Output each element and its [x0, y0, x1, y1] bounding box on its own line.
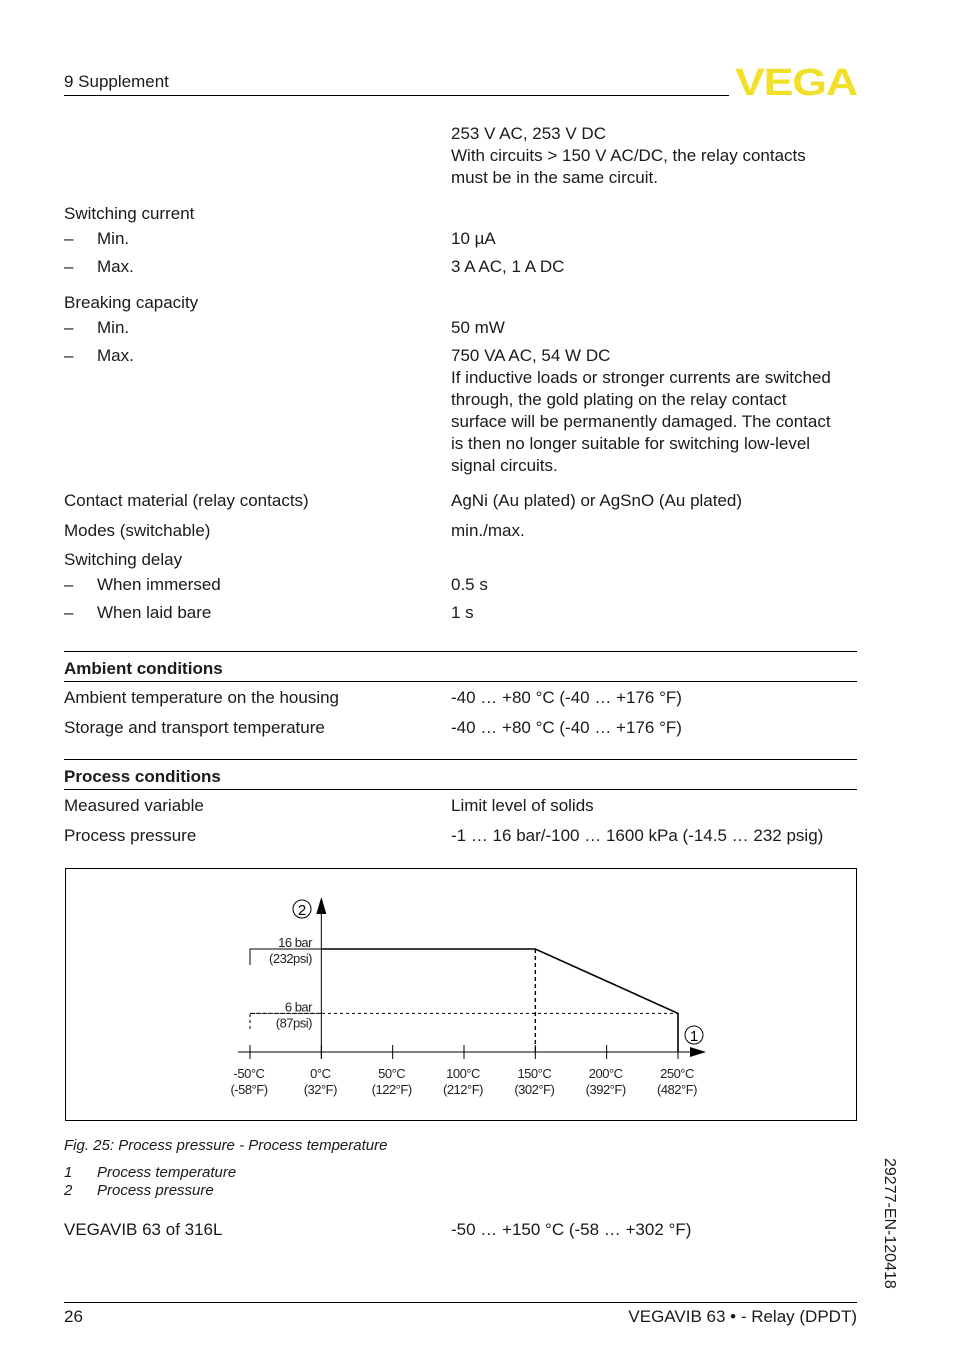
y-tick-label: 6 bar: [284, 999, 312, 1015]
contact-material-value: AgNi (Au plated) or AgSnO (Au plated): [451, 491, 743, 510]
x-tick-label-fahrenheit: (392°F): [585, 1082, 626, 1097]
list-dash: –: [64, 257, 74, 276]
breaking-capacity-max-label: Max.: [97, 346, 134, 365]
voltage-line-1: 253 V AC, 253 V DC: [451, 124, 606, 143]
switching-current-max-value: 3 A AC, 1 A DC: [451, 257, 565, 276]
switching-current-label: Switching current: [64, 204, 195, 223]
material-label: VEGAVIB 63 of 316L: [64, 1220, 223, 1239]
svg-text:VEGA: VEGA: [735, 64, 858, 100]
switching-delay-label: Switching delay: [64, 550, 183, 569]
breaking-capacity-min-value: 50 mW: [451, 318, 505, 337]
legend-text-2: Process pressure: [97, 1182, 214, 1199]
footer-product: VEGAVIB 63 • - Relay (DPDT): [628, 1307, 857, 1326]
list-dash: –: [64, 575, 74, 594]
process-pressure-label: Process pressure: [64, 826, 197, 845]
x-tick-label: 0°C: [310, 1066, 331, 1081]
legend-text-1: Process temperature: [97, 1164, 237, 1181]
material-value: -50 … +150 °C (-58 … +302 °F): [451, 1220, 692, 1239]
x-tick-label: 150°C: [517, 1066, 552, 1081]
when-laid-bare-value: 1 s: [451, 603, 474, 622]
switching-current-min-value: 10 µA: [451, 229, 496, 248]
modes-value: min./max.: [451, 521, 525, 540]
when-immersed-value: 0.5 s: [451, 575, 488, 594]
x-tick-label-fahrenheit: (212°F): [443, 1082, 483, 1097]
list-dash: –: [64, 229, 74, 248]
legend-number-1: 1: [64, 1164, 73, 1181]
x-tick-label-fahrenheit: (482°F): [657, 1082, 697, 1097]
contact-material-label: Contact material (relay contacts): [64, 491, 309, 510]
figure-caption: Fig. 25: Process pressure - Process temperature: [64, 1137, 388, 1154]
x-tick-label-fahrenheit: (122°F): [371, 1082, 412, 1097]
breaking-capacity-label: Breaking capacity: [64, 293, 199, 312]
measured-variable-value: Limit level of solids: [451, 796, 594, 815]
process-conditions-heading: Process conditions: [64, 767, 221, 786]
y-axis-marker-label: 2: [297, 902, 307, 919]
when-laid-bare-label: When laid bare: [97, 603, 212, 622]
voltage-line-3: must be in the same circuit.: [451, 168, 658, 187]
document-code: 29277-EN-120418: [881, 1158, 898, 1289]
list-dash: –: [64, 603, 74, 622]
x-tick-label-fahrenheit: (32°F): [303, 1082, 337, 1097]
x-tick-label: 250°C: [660, 1066, 694, 1081]
pressure-curve: [321, 949, 678, 1052]
x-axis-arrow: [690, 1047, 706, 1057]
list-dash: –: [64, 318, 74, 337]
x-tick-label: -50°C: [233, 1066, 265, 1081]
storage-temperature-value: -40 … +80 °C (-40 … +176 °F): [451, 718, 682, 737]
x-tick-label: 50°C: [378, 1066, 406, 1081]
x-tick-label-fahrenheit: (302°F): [514, 1082, 555, 1097]
ambient-housing-value: -40 … +80 °C (-40 … +176 °F): [451, 688, 682, 707]
x-tick-label: 100°C: [446, 1066, 480, 1081]
process-pressure-value: -1 … 16 bar/-100 … 1600 kPa (-14.5 … 232 psig): [451, 826, 824, 845]
storage-temperature-label: Storage and transport temperature: [64, 718, 325, 737]
breaking-capacity-max-line-3: through, the gold plating on the relay contact: [451, 390, 787, 409]
ambient-housing-label: Ambient temperature on the housing: [64, 688, 340, 707]
y-axis-arrow: [316, 897, 326, 914]
voltage-line-2: With circuits > 150 V AC/DC, the relay contacts: [451, 146, 806, 165]
switching-current-max-label: Max.: [97, 257, 134, 276]
list-dash: –: [64, 346, 74, 365]
y-tick-label-psi: (232psi): [269, 951, 312, 966]
measured-variable-label: Measured variable: [64, 796, 204, 815]
x-tick-label: 200°C: [588, 1066, 623, 1081]
ambient-conditions-heading: Ambient conditions: [64, 659, 223, 678]
breaking-capacity-min-label: Min.: [97, 318, 130, 337]
breaking-capacity-max-line-4: surface will be permanently damaged. The contact: [451, 412, 831, 431]
y-tick-label: 16 bar: [278, 935, 312, 950]
running-header: 9 Supplement: [64, 72, 169, 91]
page-number: 26: [64, 1307, 83, 1326]
breaking-capacity-max-line-1: 750 VA AC, 54 W DC: [451, 346, 611, 365]
footer-rule: [64, 1302, 857, 1303]
breaking-capacity-max-line-2: If inductive loads or stronger currents are switched: [451, 368, 831, 387]
when-immersed-label: When immersed: [97, 575, 221, 594]
y-tick-label-psi: (87psi): [275, 1015, 312, 1031]
breaking-capacity-max-line-5: is then no longer suitable for switching low-level: [451, 434, 811, 453]
switching-current-min-label: Min.: [97, 229, 130, 248]
x-tick-label-fahrenheit: (-58°F): [230, 1082, 268, 1097]
legend-number-2: 2: [64, 1182, 73, 1199]
x-axis-marker-label: 1: [689, 1028, 699, 1045]
modes-label: Modes (switchable): [64, 521, 211, 540]
breaking-capacity-max-line-6: signal circuits.: [451, 456, 558, 475]
